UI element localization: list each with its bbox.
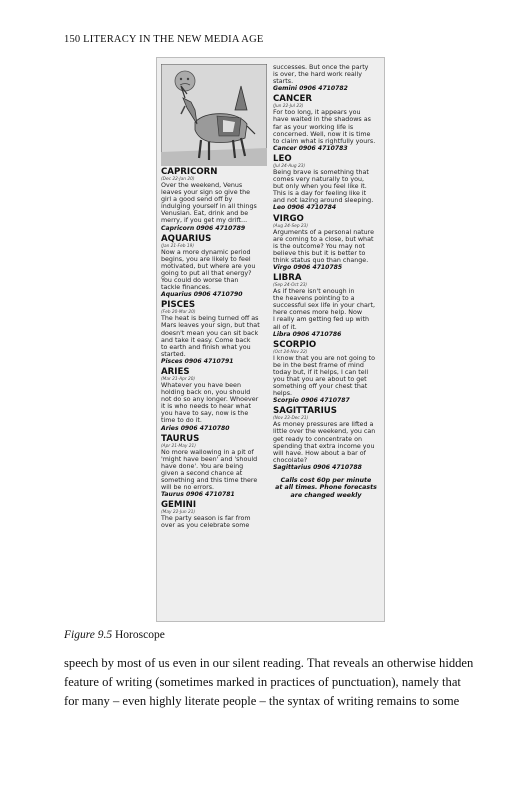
pisces-forecast: The heat is being turned off as Mars leaves your sign, but that doesn't mean you can sit back and take it easy. Come back to earth and finish what you started. [161,315,260,358]
libra-dates: (Sep 24-Oct 23) [273,283,308,289]
gemini-phone-number: Gemini 0906 4710782 [273,85,348,93]
gemini-title: GEMINI [161,500,197,511]
virgo-title: VIRGO [273,213,304,224]
libra-forecast: As if there isn't enough in the heavens pointing to a successful sex life in your chart, here comes more help. Now I really am getting fed up with all of it. [273,288,375,331]
aquarius-phone-number: Aquarius 0906 4710790 [161,291,243,299]
gemini-continued-text: successes. But once the party is over, the hard work really starts. [273,64,369,86]
horoscope-entry [161,301,267,365]
virgo-dates: (Aug 24-Sep 23) [273,223,309,229]
aquarius-title: AQUARIUS [161,233,212,244]
call-cost-footer: Calls cost 60p per minute at all times. Phone forecasts are changed weekly [275,477,377,499]
taurus-phone-number: Taurus 0906 4710781 [161,491,235,499]
cancer-title: CANCER [273,94,312,105]
taurus-dates: (Apr 21-May 21) [161,443,196,449]
pisces-dates: (Feb 20-Mar 20) [161,310,196,316]
horoscope-left-column [161,64,267,532]
scorpio-dates: (Oct 24-Nov 22) [273,349,308,355]
body-line: feature of writing (sometimes marked in practices of punctuation), namely that [64,675,461,689]
sagittarius-phone-number: Sagittarius 0906 4710788 [273,463,362,471]
leo-forecast: Being brave is something that comes very naturally to you, but only when you feel like it. This is a day for feeling like it and not lazing around sleeping. [273,168,374,205]
horoscope-entry [273,95,379,152]
body-paragraph [64,654,474,711]
gemini-continued [273,64,379,92]
horoscope-entry [273,274,379,338]
capricorn-phone-number: Capricorn 0906 4710789 [161,224,246,232]
horoscope-entry [161,501,267,529]
horoscope-entry [273,155,379,212]
leo-title: LEO [273,153,292,164]
aquarius-dates: (Jan 21-Feb 19) [161,243,195,249]
horoscope-right-column [273,64,379,499]
cancer-forecast: For too long, it appears you have waited in the shadows as far as your working life is concerned. Well, now it is time to claim what is rightfully yours. [273,109,376,145]
scorpio-title: SCORPIO [273,339,317,350]
cancer-dates: (Jun 22-Jul 23) [273,104,304,110]
sagittarius-dates: (Nov 23-Dec 21) [273,416,309,422]
figure-caption [64,629,165,641]
aries-phone-number: Aries 0906 4710780 [161,424,230,432]
capricorn-dates: (Dec 22-Jan 20) [161,177,195,182]
leo-dates: (Jul 24-Aug 23) [273,163,306,169]
libra-title: LIBRA [273,273,302,284]
running-head: 150 LITERACY IN THE NEW MEDIA AGE [64,34,264,45]
aries-title: ARIES [161,366,190,377]
horoscope-entry [161,368,267,432]
body-line: speech by most of us even in our silent reading. That reveals an otherwise hidden [64,656,474,670]
horoscope-entry [273,215,379,272]
taurus-title: TAURUS [161,433,200,444]
sagittarius-forecast: As money pressures are lifted a little over the weekend, you can get ready to concentrate on spending that extra income you will have. How about a bar of chocolate? [273,421,376,464]
leo-phone-number: Leo 0906 4710784 [273,204,337,212]
sagittarius-title: SAGITTARIUS [273,406,337,417]
cancer-phone-number: Cancer 0906 4710783 [273,144,348,152]
aries-forecast: Whatever you have been holding back on, you should not do so any longer. Whoever it is who needs to hear what you have to say, now is the time to do it. [161,381,259,425]
virgo-forecast: Arguments of a personal nature are coming to a close, but what is the outcome? You may not believe this but it is better to think status quo than change. [273,228,375,264]
capricorn-forecast: Over the weekend, Venus leaves your sign so give the girl a good send off by indulging yourself in all things Venusian. Eat, drink and be merry, if you get my drift... [161,182,257,225]
pisces-phone-number: Pisces 0906 4710791 [161,357,234,365]
figure-label: Figure 9.5 [64,629,113,641]
gemini-forecast: The party season is far from over as you celebrate some [161,515,251,530]
gemini-dates: (May 22-Jun 21) [161,510,196,516]
aries-dates: (Mar 21-Apr 20) [161,376,196,382]
aquarius-forecast: Now a more dynamic period begins, you are likely to feel motivated, but where are you going to put all that energy? You could do worse than tackle finances. [161,248,256,292]
horoscope-entry [273,407,379,471]
figure-title: Horoscope [112,629,165,641]
virgo-phone-number: Virgo 0906 4710785 [273,263,343,271]
capricorn-goat-illustration [161,64,267,166]
scorpio-forecast: I know that you are not going to be in the best frame of mind today but, if it helps, I can tell you that you are about to get something off your chest that helps. [273,354,376,398]
horoscope-entry [161,235,267,299]
scorpio-phone-number: Scorpio 0906 4710787 [273,397,350,405]
capricorn-title: CAPRICORN [161,167,218,177]
pisces-title: PISCES [161,300,196,311]
horoscope-entry [161,435,267,499]
taurus-forecast: No more wallowing in a pit of 'might have been' and 'should have done'. You are being given a second chance at something and this time there will be no errors. [161,448,258,492]
body-line: for many – even highly literate people – the syntax of writing remains to some [64,694,460,708]
libra-phone-number: Libra 0906 4710786 [273,330,342,338]
horoscope-entry [161,168,267,232]
horoscope-entry [273,341,379,405]
horoscope-clipping [156,57,385,622]
